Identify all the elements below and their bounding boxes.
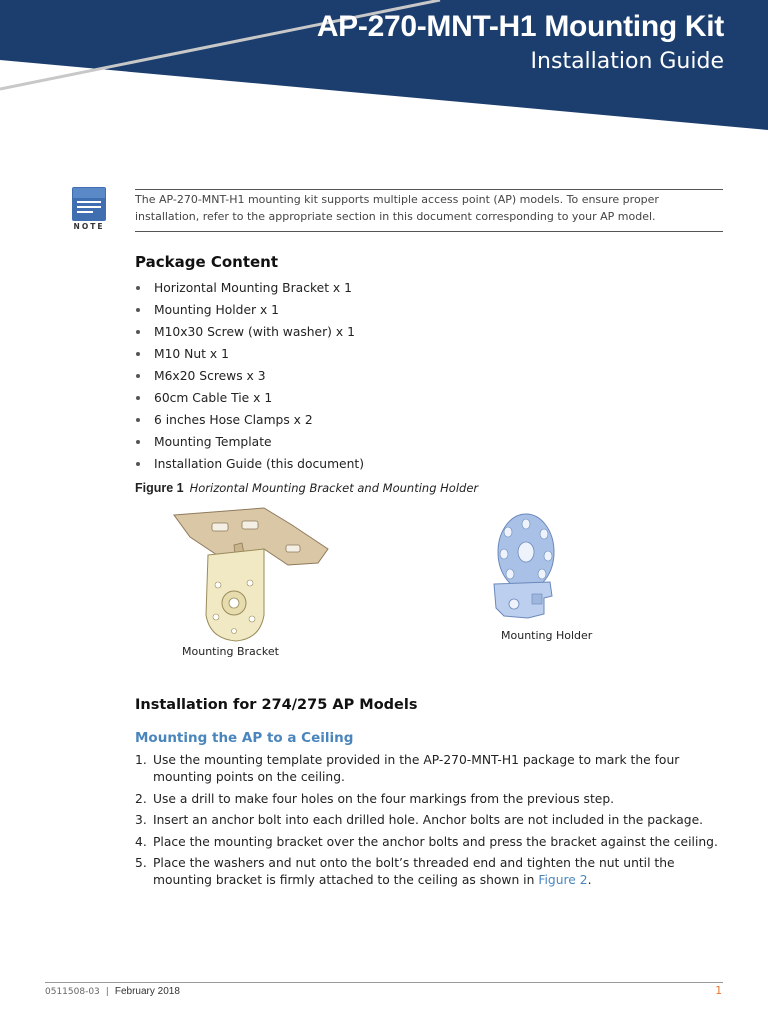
step-number: 5.	[135, 856, 147, 870]
list-item	[136, 343, 364, 365]
step-text-end: .	[587, 873, 592, 887]
footer-divider	[45, 982, 723, 983]
note-text: The AP-270-MNT-H1 mounting kit supports multiple access point (AP) models. To ensure proper installation, refer to the appropriate section in this document corresponding to your AP model.	[135, 193, 659, 223]
note-divider-bottom	[135, 231, 723, 232]
list-item-label: M10x30 Screw (with washer) x 1	[154, 325, 355, 339]
bullet-icon	[136, 440, 140, 444]
list-item	[136, 409, 364, 431]
list-item-label: M6x20 Screws x 3	[154, 369, 266, 383]
mounting-bracket-image	[168, 505, 334, 645]
step-number: 1.	[135, 753, 147, 767]
step-number: 2.	[135, 791, 147, 806]
bullet-icon	[136, 286, 140, 290]
step-item	[135, 752, 725, 786]
mounting-ceiling-heading: Mounting the AP to a Ceiling	[135, 730, 354, 746]
step-number: 4.	[135, 834, 147, 849]
document-title: AP-270-MNT-H1 Mounting Kit	[316, 10, 724, 43]
bullet-icon	[136, 352, 140, 356]
installation-heading: Installation for 274/275 AP Models	[135, 697, 418, 713]
mounting-bracket-label: Mounting Bracket	[182, 645, 279, 658]
list-item-label: M10 Nut x 1	[154, 347, 229, 361]
document-subtitle: Installation Guide	[530, 49, 724, 74]
figure-number: Figure 1	[135, 481, 184, 495]
step-item	[135, 834, 725, 851]
installation-steps	[135, 752, 725, 894]
bullet-icon	[136, 374, 140, 378]
step-text: Place the mounting bracket over the anchor bolts and press the bracket against the ceiling.	[153, 834, 718, 849]
step-item	[135, 812, 725, 829]
bullet-icon	[136, 418, 140, 422]
doc-number: 0511508-03	[45, 987, 100, 997]
list-item	[136, 365, 364, 387]
bullet-icon	[136, 396, 140, 400]
bullet-icon	[136, 308, 140, 312]
figure-caption	[135, 481, 478, 495]
step-item	[135, 855, 725, 889]
note-label: NOTE	[73, 222, 105, 231]
bullet-icon	[136, 462, 140, 466]
list-item-label: 60cm Cable Tie x 1	[154, 391, 273, 405]
page-number: 1	[715, 985, 722, 997]
mounting-holder-image	[488, 510, 560, 622]
list-item	[136, 453, 364, 475]
figure-2-link[interactable]: Figure 2	[538, 873, 588, 887]
package-content-heading: Package Content	[135, 253, 279, 271]
list-item-label: Mounting Holder x 1	[154, 303, 279, 317]
mounting-holder-label: Mounting Holder	[501, 629, 593, 642]
step-text: Insert an anchor bolt into each drilled hole. Anchor bolts are not included in the package.	[153, 813, 704, 827]
step-text-container	[153, 855, 725, 889]
list-item-label: Installation Guide (this document)	[154, 457, 365, 471]
note-divider-top	[135, 189, 723, 190]
doc-date: February 2018	[114, 986, 180, 997]
step-number: 3.	[135, 813, 147, 827]
list-item	[136, 431, 364, 453]
list-item	[136, 387, 364, 409]
package-content-list	[136, 277, 364, 475]
step-text: Place the washers and nut onto the bolt’s threaded end and tighten the nut until the mounting bracket is firmly attached to the ceiling as shown in	[153, 856, 675, 887]
list-item-label: Horizontal Mounting Bracket x 1	[154, 281, 352, 295]
list-item	[136, 299, 364, 321]
footer-doc-info	[45, 986, 180, 997]
list-item	[136, 321, 364, 343]
note-icon	[72, 187, 106, 221]
footer-separator: |	[105, 987, 109, 997]
bullet-icon	[136, 330, 140, 334]
figure-description: Horizontal Mounting Bracket and Mounting Holder	[189, 481, 479, 495]
step-text: Use a drill to make four holes on the four markings from the previous step.	[153, 791, 615, 806]
step-text: Use the mounting template provided in the AP-270-MNT-H1 package to mark the four mounting points on the ceiling.	[153, 753, 680, 784]
step-item	[135, 791, 725, 808]
list-item-label: 6 inches Hose Clamps x 2	[154, 413, 313, 427]
list-item-label: Mounting Template	[154, 435, 272, 449]
list-item	[136, 277, 364, 299]
